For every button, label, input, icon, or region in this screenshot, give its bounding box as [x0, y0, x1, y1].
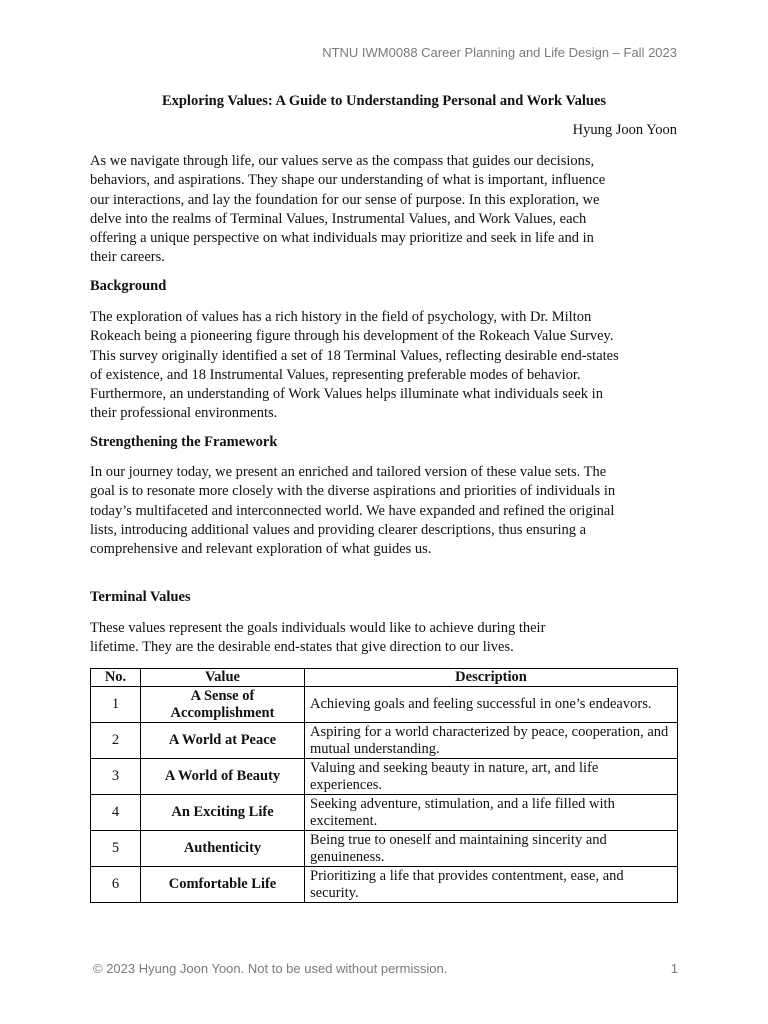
framework-heading: Strengthening the Framework: [90, 434, 278, 450]
terminal-values-heading: Terminal Values: [90, 589, 191, 605]
row-description: Achieving goals and feeling successful in one’s endeavors.: [305, 687, 678, 723]
row-number: 5: [91, 831, 141, 867]
row-value: Comfortable Life: [141, 867, 305, 903]
row-number: 4: [91, 795, 141, 831]
row-value: Authenticity: [141, 831, 305, 867]
table-row: [91, 759, 678, 795]
copyright-notice: © 2023 Hyung Joon Yoon. Not to be used without permission.: [93, 961, 448, 976]
author-name: Hyung Joon Yoon: [572, 122, 677, 138]
background-paragraph: The exploration of values has a rich history in the field of psychology, with Dr. Milton Rokeach being a pioneering figure through his development of the Rokeach Value Survey. This survey originally identified a set of 18 Terminal Values, reflecting desirable end-states of existence, and 18 Instrumental Values, representing preferable modes of behavior. Furthermore, an understanding of Work Values helps illuminate what individuals seek in their professional environments.: [90, 309, 619, 422]
table-row: [91, 687, 678, 723]
table-row: [91, 723, 678, 759]
row-description: Aspiring for a world characterized by peace, cooperation, and mutual understanding.: [305, 723, 678, 759]
header-description: Description: [305, 669, 678, 687]
row-number: 2: [91, 723, 141, 759]
row-number: 1: [91, 687, 141, 723]
page-header: NTNU IWM0088 Career Planning and Life Design – Fall 2023: [322, 45, 677, 60]
row-description: Valuing and seeking beauty in nature, art, and life experiences.: [305, 759, 678, 795]
table-row: [91, 867, 678, 903]
table-row: [91, 831, 678, 867]
table-row: [91, 795, 678, 831]
page-number: 1: [670, 961, 678, 976]
terminal-values-paragraph: These values represent the goals individuals would like to achieve during their lifetime. They are the desirable end-states that give direction to our lives.: [90, 620, 546, 656]
row-value: A World at Peace: [141, 723, 305, 759]
row-description: Prioritizing a life that provides contentment, ease, and security.: [305, 867, 678, 903]
row-value: An Exciting Life: [141, 795, 305, 831]
header-no: No.: [91, 669, 141, 687]
header-value: Value: [141, 669, 305, 687]
row-description: Seeking adventure, stimulation, and a life filled with excitement.: [305, 795, 678, 831]
table-header-row: [91, 669, 678, 687]
background-heading: Background: [90, 278, 167, 294]
row-number: 3: [91, 759, 141, 795]
framework-paragraph: In our journey today, we present an enriched and tailored version of these value sets. The goal is to resonate more closely with the diverse aspirations and priorities of individuals in today’s multifaceted and interconnected world. We have expanded and refined the original lists, introducing additional values and providing clearer descriptions, thus ensuring a comprehensive and relevant exploration of what guides us.: [90, 464, 616, 558]
row-value: A Sense of Accomplishment: [141, 687, 305, 723]
intro-paragraph: As we navigate through life, our values serve as the compass that guides our decisions, behaviors, and aspirations. They shape our understanding of what is important, influence our interactions, and lay the foundation for our sense of purpose. In this exploration, we delve into the realms of Terminal Values, Instrumental Values, and Work Values, each offering a unique perspective on what individuals may prioritize and seek in life and in their careers.: [90, 153, 606, 266]
terminal-values-table: [90, 668, 678, 903]
document-title: Exploring Values: A Guide to Understanding Personal and Work Values: [161, 93, 607, 109]
row-description: Being true to oneself and maintaining sincerity and genuineness.: [305, 831, 678, 867]
row-value: A World of Beauty: [141, 759, 305, 795]
row-number: 6: [91, 867, 141, 903]
